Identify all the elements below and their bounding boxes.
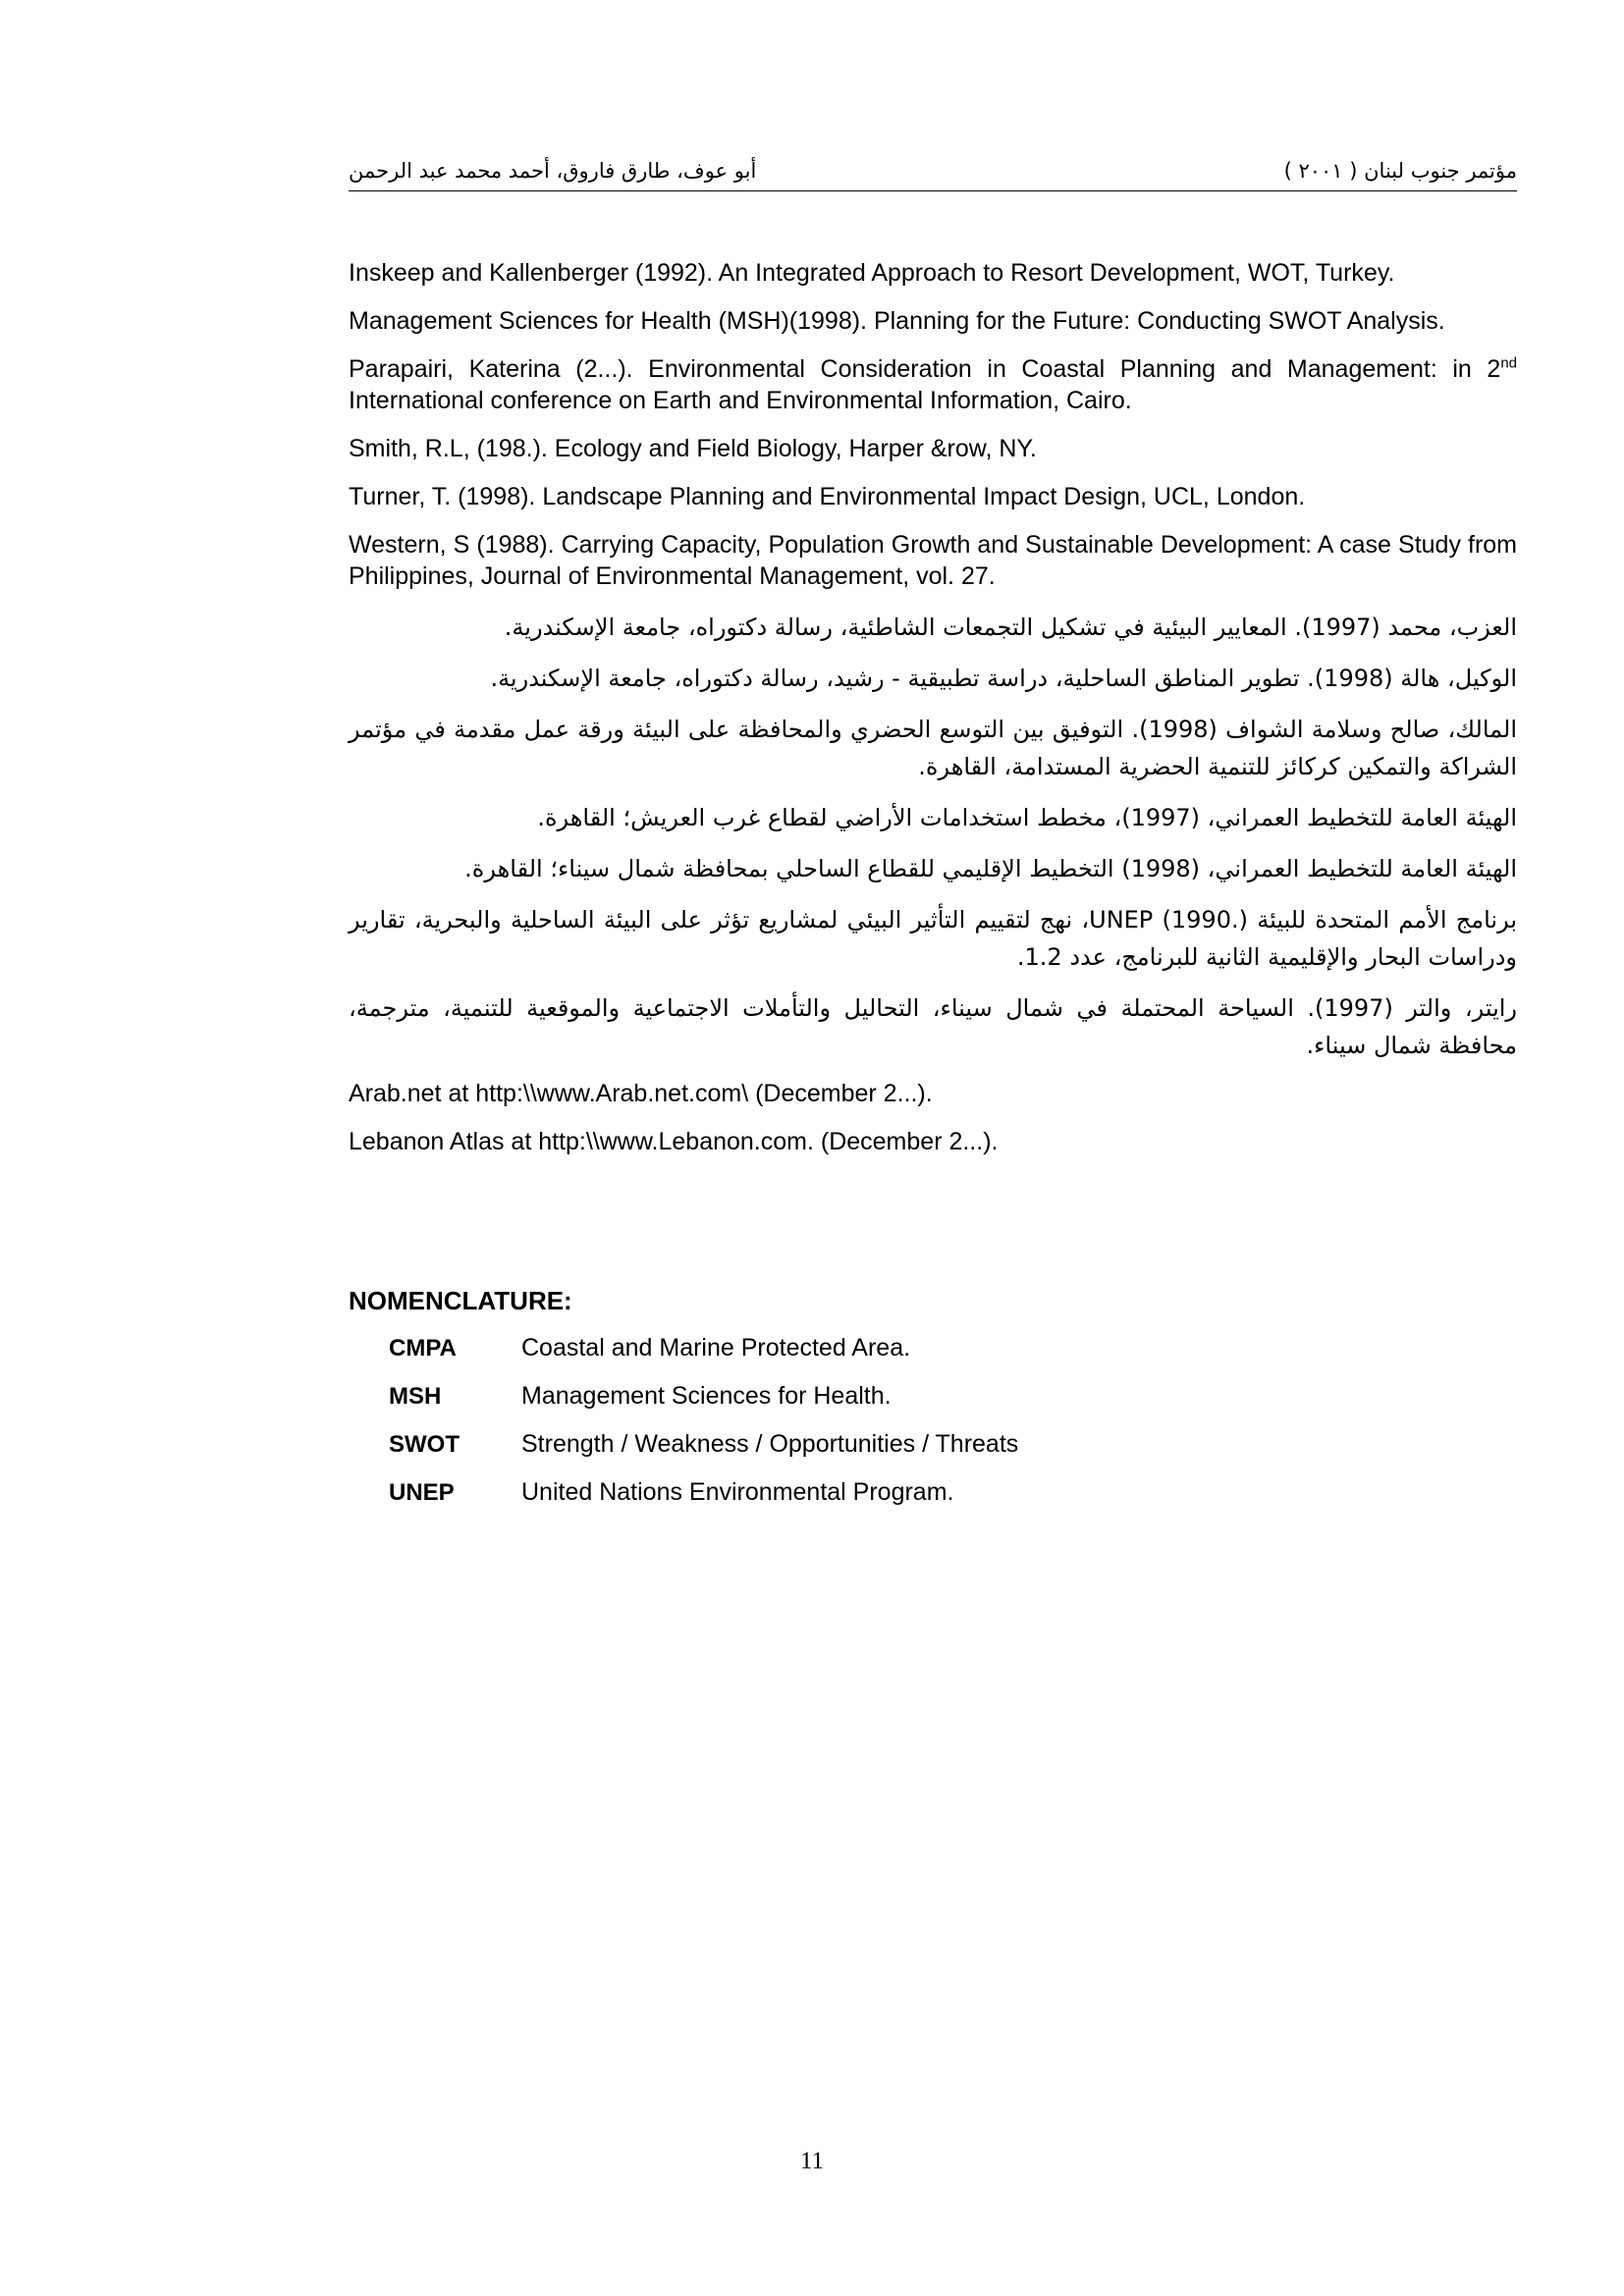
page-header xyxy=(349,157,1517,191)
abbreviation-definition: Management Sciences for Health. xyxy=(521,1382,892,1410)
nomenclature-row xyxy=(349,1382,1517,1430)
abbreviation-definition: Strength / Weakness / Opportunities / Threats xyxy=(521,1430,1019,1458)
nomenclature-row xyxy=(349,1334,1517,1382)
header-authors: أبو عوف، طارق فاروق، أحمد محمد عبد الرحمن xyxy=(349,159,757,183)
reference-arabic-4: الهيئة العامة للتخطيط العمراني، (1997)، مخطط استخدامات الأراضي لقطاع غرب العريش؛ القاهرة. xyxy=(537,804,1517,831)
reference-parapairi xyxy=(349,353,1517,416)
reference-arabic-2: الوكيل، هالة (1998). تطوير المناطق الساحلية، دراسة تطبيقية - رشيد، رسالة دكتوراه، جامعة الإسكندرية. xyxy=(490,665,1517,692)
reference-msh: Management Sciences for Health (MSH)(1998). Planning for the Future: Conducting SWOT Analysis. xyxy=(349,307,1445,335)
page-number: 11 xyxy=(799,2148,825,2174)
reference-arabic-6: برنامج الأمم المتحدة للبيئة UNEP (1990.)، نهج لتقييم التأثير البيئي لمشاريع تؤثر على البيئة الساحلية والبحرية، تقارير ودراسات البحار والإقليمية الثانية للبرنامج، عدد 1.2. xyxy=(349,906,1518,971)
reference-arabic-1: العزب، محمد (1997). المعايير البيئية في تشكيل التجمعات الشاطئية، رسالة دكتوراه، جامعة الإسكندرية. xyxy=(504,614,1517,641)
nomenclature-title: NOMENCLATURE: xyxy=(349,1286,572,1315)
reference-arabic-5: الهيئة العامة للتخطيط العمراني، (1998) التخطيط الإقليمي للقطاع الساحلي بمحافظة شمال سيناء؛ القاهرة. xyxy=(464,855,1517,882)
reference-smith: Smith, R.L, (198.). Ecology and Field Biology, Harper &row, NY. xyxy=(349,435,1037,462)
abbreviation: UNEP xyxy=(389,1479,455,1506)
ordinal-superscript: nd xyxy=(1500,354,1517,372)
abbreviation-definition: Coastal and Marine Protected Area. xyxy=(521,1334,911,1362)
reference-parapairi-text: Parapairi, Katerina (2...). Environmental Consideration in Coastal Planning and Management: in 2 xyxy=(349,355,1501,383)
references-section xyxy=(349,257,1517,1174)
web-reference-lebanon-atlas: Lebanon Atlas at http:\\www.Lebanon.com. (December 2...). xyxy=(349,1128,999,1155)
reference-arabic-3: المالك، صالح وسلامة الشواف (1998). التوفيق بين التوسع الحضري والمحافظة على البيئة ورقة عمل مقدمة في مؤتمر الشراكة والتمكين كركائز للتنمية الحضرية المستدامة، القاهرة. xyxy=(349,716,1517,780)
header-conference-title: مؤتمر جنوب لبنان ( ٢٠٠١ ) xyxy=(1283,159,1517,183)
web-reference-arabnet: Arab.net at http:\\www.Arab.net.com\ (December 2...). xyxy=(349,1080,933,1107)
abbreviation: CMPA xyxy=(389,1335,457,1362)
reference-western: Western, S (1988). Carrying Capacity, Population Growth and Sustainable Development: A case Study from Philippines, Journal of Environmental Management, vol. 27. xyxy=(349,531,1517,590)
nomenclature-section xyxy=(349,1286,1517,1526)
nomenclature-row xyxy=(349,1478,1517,1526)
abbreviation-definition: United Nations Environmental Program. xyxy=(521,1478,954,1506)
abbreviation: MSH xyxy=(389,1383,442,1410)
reference-parapairi-text-cont: International conference on Earth and Environmental Information, Cairo. xyxy=(349,387,1132,414)
reference-arabic-7: رايتر، والتر (1997). السياحة المحتملة في شمال سيناء، التحاليل والتأملات الاجتماعية والموقعية للتنمية، مترجمة، محافظة شمال سيناء. xyxy=(349,994,1518,1059)
reference-turner: Turner, T. (1998). Landscape Planning and Environmental Impact Design, UCL, London. xyxy=(349,483,1306,510)
abbreviation: SWOT xyxy=(389,1431,460,1458)
reference-inskeep: Inskeep and Kallenberger (1992). An Integrated Approach to Resort Development, WOT, Turkey. xyxy=(349,259,1395,287)
nomenclature-row xyxy=(349,1430,1517,1478)
